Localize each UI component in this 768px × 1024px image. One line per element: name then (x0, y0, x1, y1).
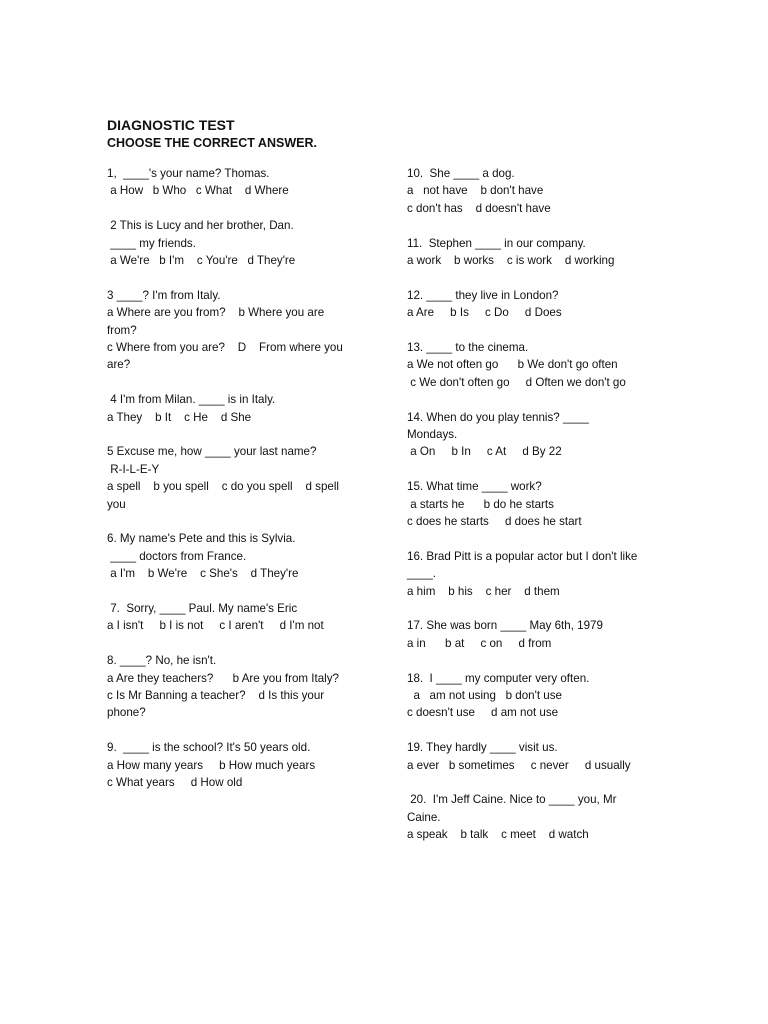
question-18 (407, 670, 669, 722)
question-13 (407, 339, 669, 391)
page-title: DIAGNOSTIC TEST (107, 117, 235, 133)
answer-options: a Where are you from? b Where you are (107, 306, 325, 320)
question-text: 2 This is Lucy and her brother, Dan. (107, 219, 294, 233)
answer-options: a him b his c her d them (407, 584, 560, 598)
answer-options: from? (107, 323, 137, 337)
question-16 (407, 548, 669, 600)
answer-options: c Where from you are? D From where you (107, 341, 343, 355)
question-text: Mondays. (407, 428, 458, 442)
question-text: 8. ____? No, he isn't. (107, 654, 217, 668)
question-12 (407, 287, 669, 322)
question-11 (407, 235, 669, 270)
answer-options: a not have b don't have (407, 184, 544, 198)
answer-options: a ever b sometimes c never d usually (407, 758, 631, 772)
question-text: 15. What time ____ work? (407, 480, 542, 494)
answer-options: c doesn't use d am not use (407, 706, 559, 720)
answer-options: a work b works c is work d working (407, 254, 615, 268)
question-text: 18. I ____ my computer very often. (407, 671, 590, 685)
question-text: R-I-L-E-Y (107, 462, 160, 476)
question-text: 4 I'm from Milan. ____ is in Italy. (107, 393, 276, 407)
answer-options: a How b Who c What d Where (107, 184, 289, 198)
question-text: 14. When do you play tennis? ____ (407, 410, 589, 424)
question-text: ____ my friends. (107, 236, 196, 250)
question-text: 3 ____? I'm from Italy. (107, 288, 221, 302)
question-5 (107, 443, 365, 513)
question-1 (107, 165, 365, 200)
question-text: Caine. (407, 810, 441, 824)
answer-options: c don't has d doesn't have (407, 201, 551, 215)
answer-options: a On b In c At d By 22 (407, 445, 562, 459)
question-8 (107, 652, 365, 722)
question-2 (107, 217, 365, 269)
answer-options: you (107, 497, 126, 511)
question-text: 13. ____ to the cinema. (407, 341, 529, 355)
right-column (407, 165, 669, 844)
answer-options: c Is Mr Banning a teacher? d Is this your (107, 689, 325, 703)
question-text: ____. (407, 567, 437, 581)
question-text: 19. They hardly ____ visit us. (407, 741, 558, 755)
answer-options: c does he starts d does he start (407, 515, 582, 529)
answer-options: a They b It c He d She (107, 410, 252, 424)
question-17 (407, 617, 669, 652)
question-text: 12. ____ they live in London? (407, 288, 559, 302)
answer-options: a spell b you spell c do you spell d spell (107, 480, 339, 494)
answer-options: a We not often go b We don't go often (407, 358, 618, 372)
question-7 (107, 600, 365, 635)
question-3 (107, 287, 365, 374)
question-text: 16. Brad Pitt is a popular actor but I don't like (407, 549, 638, 563)
question-text: 9. ____ is the school? It's 50 years old. (107, 741, 311, 755)
question-6 (107, 530, 365, 582)
answer-options: a I isn't b I is not c I aren't d I'm not (107, 619, 324, 633)
answer-options: a Are they teachers? b Are you from Italy? (107, 671, 339, 685)
answer-options: c What years d How old (107, 776, 243, 790)
answer-options: are? (107, 358, 131, 372)
question-text: 7. Sorry, ____ Paul. My name's Eric (107, 602, 298, 616)
question-text: 11. Stephen ____ in our company. (407, 236, 586, 250)
question-text: 1, ____'s your name? Thomas. (107, 167, 270, 180)
question-15 (407, 478, 669, 530)
question-19 (407, 739, 669, 774)
question-20 (407, 791, 669, 843)
answer-options: a in b at c on d from (407, 636, 552, 650)
answer-options: a speak b talk c meet d watch (407, 828, 589, 842)
answer-options: a I'm b We're c She's d They're (107, 567, 299, 581)
answer-options: a am not using b don't use (407, 689, 562, 703)
question-4 (107, 391, 365, 426)
left-column (107, 165, 365, 792)
question-text: 17. She was born ____ May 6th, 1979 (407, 619, 603, 633)
answer-options: phone? (107, 706, 146, 720)
question-14 (407, 409, 669, 461)
answer-options: a starts he b do he starts (407, 497, 554, 511)
answer-options: a Are b Is c Do d Does (407, 306, 562, 320)
question-10 (407, 165, 669, 217)
instructions: CHOOSE THE CORRECT ANSWER. (107, 136, 317, 150)
question-9 (107, 739, 365, 791)
answer-options: a How many years b How much years (107, 758, 316, 772)
answer-options: c We don't often go d Often we don't go (407, 375, 626, 389)
question-text: ____ doctors from France. (107, 549, 247, 563)
answer-options: a We're b I'm c You're d They're (107, 254, 296, 268)
question-text: 5 Excuse me, how ____ your last name? (107, 445, 317, 459)
question-text: 6. My name's Pete and this is Sylvia. (107, 532, 296, 546)
question-text: 20. I'm Jeff Caine. Nice to ____ you, Mr (407, 793, 617, 807)
question-text: 10. She ____ a dog. (407, 167, 515, 180)
